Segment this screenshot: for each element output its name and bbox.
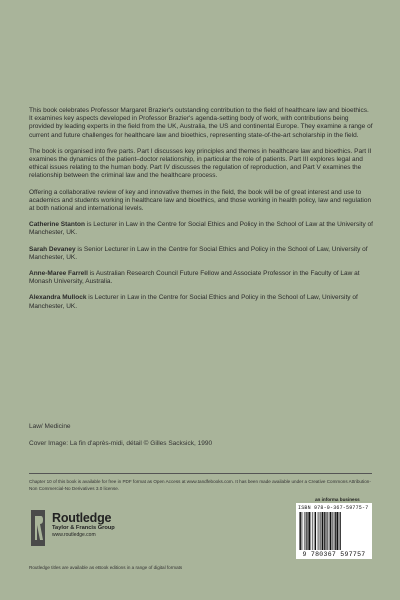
book-description xyxy=(29,107,373,319)
isbn-text: ISBN 978-0-367-59775-7 xyxy=(298,505,369,511)
divider xyxy=(29,473,372,474)
editor-name: Catherine Stanton xyxy=(29,221,85,229)
publisher-name: Routledge xyxy=(52,511,112,525)
isbn-barcode xyxy=(296,503,372,559)
informa-label: an informa business xyxy=(315,497,360,502)
editor-bio-3 xyxy=(29,270,373,286)
cover-image-credit: Cover Image: La fin d'après-midi, détail © Gilles Sacksick, 1990 xyxy=(29,440,213,447)
editor-bio-2 xyxy=(29,246,373,262)
publisher-url: www.routledge.com xyxy=(52,532,96,538)
blurb-paragraph-3: Offering a collaborative review of key and innovative themes in the field, the book will be of great interest and use to academics and students working in healthcare law and bioethics, and those working in health policy, law and regulation at both national and international levels. xyxy=(29,188,372,213)
editor-bio-text: is Senior Lecturer in Law in the Centre for Social Ethics and Policy in the School of Law, University of Manchester, UK. xyxy=(29,245,368,261)
editor-name: Alexandra Mullock xyxy=(29,294,87,302)
publisher-brand xyxy=(52,511,115,538)
publisher-group: Taylor & Francis Group xyxy=(52,525,115,531)
subject-category: Law/ Medicine xyxy=(29,423,71,430)
ebook-note: Routledge titles are available as eBook editions in a range of digital formats xyxy=(29,565,183,570)
editor-name: Anne-Maree Farrell xyxy=(29,270,88,278)
blurb-paragraph-2: The book is organised into five parts. Part I discusses key principles and themes in healthcare law and bioethics. Part II examines the dynamics of the patient–doctor relationship, in particular the role of patients. Part III explores legal and ethical issues relating to the human body. Part IV discusses the regulation of reproduction, and Part V examines the relationship between the criminal law and the healthcare process. xyxy=(29,147,372,180)
editor-bio-1 xyxy=(29,221,373,237)
editor-bio-text: is Australian Research Council Future Fellow and Associate Professor in the Faculty of Law at Monash University, Australia. xyxy=(29,270,360,286)
open-access-note: Chapter 10 of this book is available for free in PDF format as Open Access at www.tandfebooks.com. It has been made available under a Creative Commons Attribution-Non Commercial-No Derivatives 3.0 license. xyxy=(29,479,371,491)
editor-bio-text: is Lecturer in Law in the Centre for Social Ethics and Policy in the School of Law, University of Manchester, UK. xyxy=(29,294,358,310)
editor-bio-text: is Lecturer in Law in the Centre for Social Ethics and Policy in the School of Law at the University of Manchester, UK. xyxy=(29,221,373,237)
routledge-logo-icon xyxy=(31,510,45,546)
blurb-paragraph-1: This book celebrates Professor Margaret Brazier's outstanding contribution to the field of healthcare law and bioethics. It examines key aspects developed in Professor Brazier's agenda-setting body of work, with contributions being provided by leading experts in the field from the UK, Australia, the US and continental Europe. They examine a range of current and future challenges for healthcare law and bioethics, representing state-of-the-art scholarship in the field. xyxy=(29,107,373,139)
barcode-bars xyxy=(299,512,369,550)
editor-name: Sarah Devaney xyxy=(29,245,76,253)
barcode-digits: 9 780367 597757 xyxy=(302,551,366,558)
editor-bio-4 xyxy=(29,294,373,310)
